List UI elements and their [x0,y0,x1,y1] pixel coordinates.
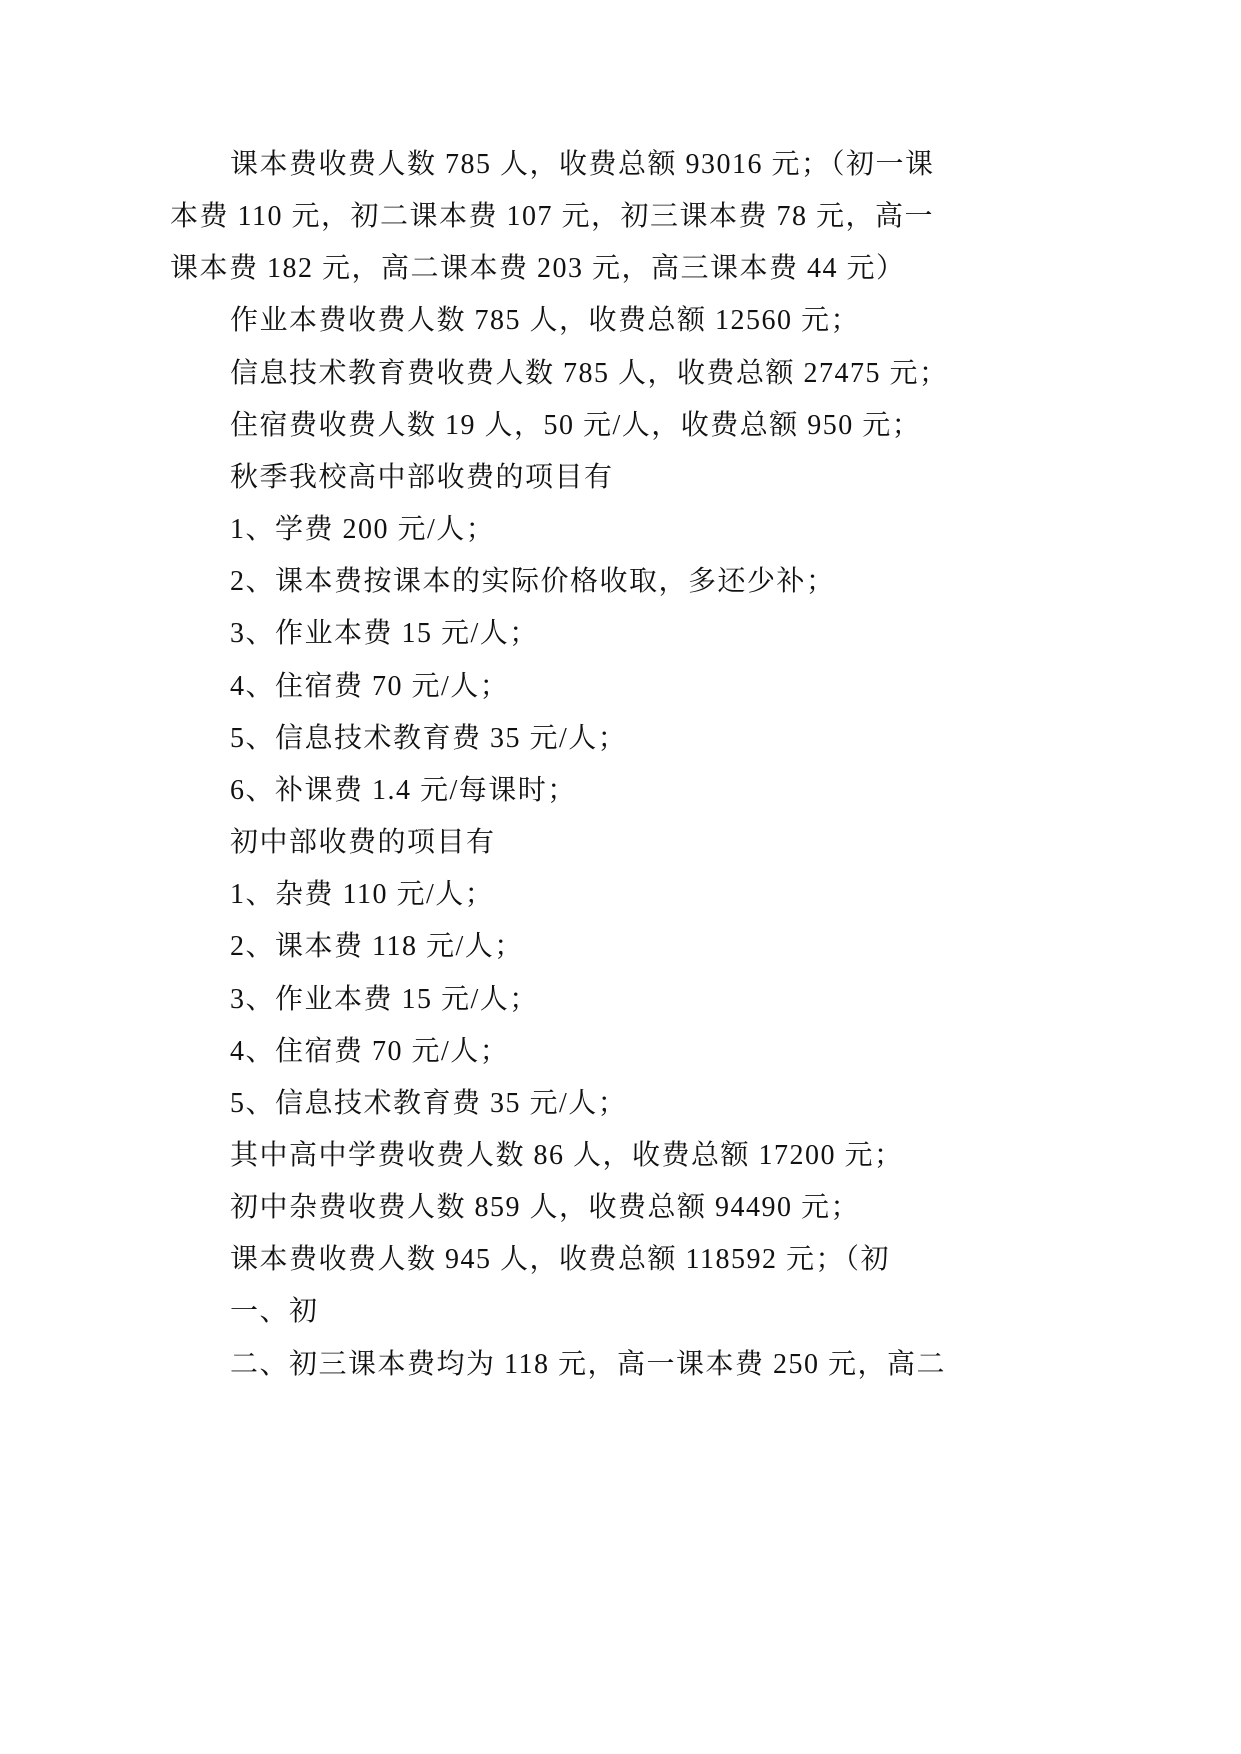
text-line: 作业本费收费人数 785 人，收费总额 12560 元； [230,305,861,337]
text-line: 其中高中学费收费人数 86 人，收费总额 17200 元； [230,1139,904,1171]
list-item: 6、补课费 1.4 元/每课时； [230,774,577,806]
list-item: 2、课本费 118 元/人； [230,931,524,963]
text-line: 住宿费收费人数 19 人，50 元/人，收费总额 950 元； [230,409,922,441]
section-heading: 初中部收费的项目有 [230,827,496,859]
list-item: 5、信息技术教育费 35 元/人； [230,722,628,754]
list-item: 1、学费 200 元/人； [230,514,496,546]
list-item: 1、杂费 110 元/人； [230,879,495,911]
section-heading: 秋季我校高中部收费的项目有 [230,461,614,493]
list-item: 4、住宿费 70 元/人； [230,670,510,702]
list-item: 5、信息技术教育费 35 元/人； [230,1087,628,1119]
text-line: 一、初 [230,1296,319,1328]
text-line: 信息技术教育费收费人数 785 人，收费总额 27475 元； [230,357,949,389]
list-item: 3、作业本费 15 元/人； [230,618,539,650]
text-line: 本费 110 元，初二课本费 107 元，初三课本费 78 元，高一 [170,201,934,233]
list-item: 4、住宿费 70 元/人； [230,1035,510,1067]
text-line: 课本费 182 元，高二课本费 203 元，高三课本费 44 元） [170,253,906,285]
list-item: 3、作业本费 15 元/人； [230,983,539,1015]
document-body [170,139,1030,1391]
text-line: 课本费收费人数 945 人，收费总额 118592 元；（初 [230,1244,890,1276]
list-item: 2、课本费按课本的实际价格收取，多还少补； [230,566,836,598]
text-line: 二、初三课本费均为 118 元，高一课本费 250 元，高二 [230,1348,946,1380]
text-line: 课本费收费人数 785 人，收费总额 93016 元；（初一课 [230,149,935,180]
text-line: 初中杂费收费人数 859 人，收费总额 94490 元； [230,1192,861,1224]
